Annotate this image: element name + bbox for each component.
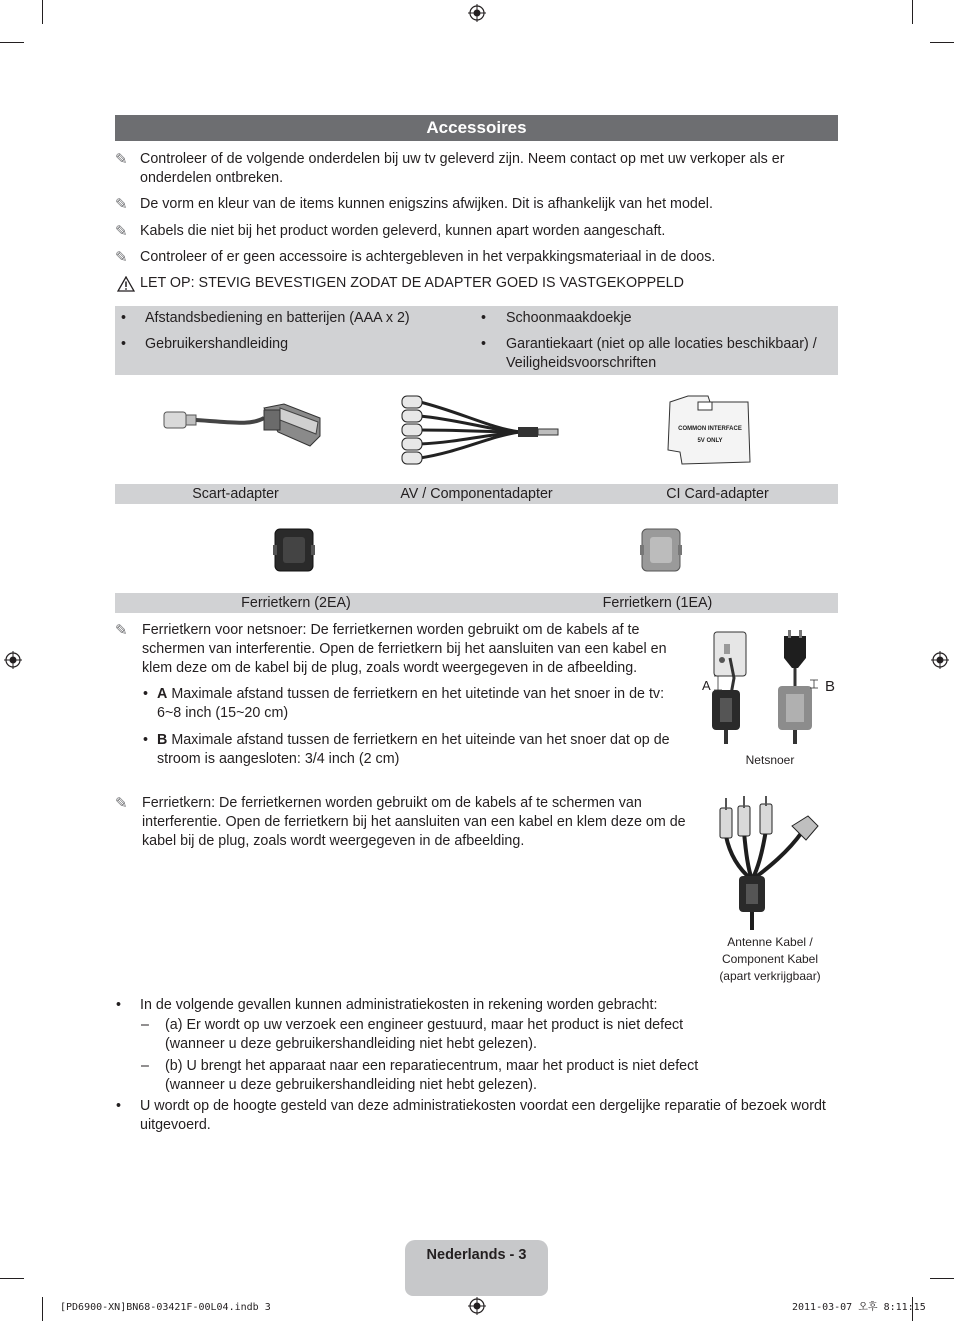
registration-mark-icon	[468, 4, 486, 22]
scart-adapter-caption: Scart-adapter	[192, 486, 279, 502]
ferrite-cable-note: ✎ Ferrietkern: De ferrietkernen worden gebruikt om de kabels af te schermen van interferentie. Open de ferrietkern bij het aansluiten van een kabel en klem deze om de kabel bij de plug, zoals wordt weergegeven in de afbeelding.	[115, 795, 686, 849]
print-slug-left: [PD6900-XN]BN68-03421F-00L04.indb 3	[60, 1302, 271, 1313]
crop-mark	[912, 0, 913, 24]
page-number-tab: Nederlands - 3	[405, 1240, 548, 1296]
adapter-caption-row	[115, 484, 838, 504]
ci-card-adapter-image	[664, 392, 756, 468]
crop-mark	[0, 42, 24, 43]
power-cord-ferrite-image	[700, 628, 840, 746]
crop-mark	[42, 0, 43, 24]
registration-mark-icon	[4, 651, 22, 669]
crop-mark	[930, 1278, 954, 1279]
pencil-note-icon: ✎	[115, 249, 128, 266]
note: ✎ Controleer of de volgende onderdelen bij uw tv geleverd zijn. Neem contact op met uw verkoper als er onderdelen ontbreken.	[115, 151, 785, 186]
ci-adapter-caption: CI Card-adapter	[666, 486, 769, 502]
av-adapter-caption: AV / Componentadapter	[400, 486, 553, 502]
pencil-note-icon: ✎	[115, 622, 128, 639]
ferrite-caption-row	[115, 593, 838, 613]
registration-mark-icon	[931, 651, 949, 669]
warning-triangle-icon	[117, 276, 135, 292]
note: ✎ De vorm en kleur van de items kunnen enigszins afwijken. Dit is afhankelijk van het model.	[115, 196, 713, 213]
ci-card-label: COMMON INTERFACE	[678, 426, 742, 432]
ferrite-1ea-caption: Ferrietkern (1EA)	[602, 595, 713, 611]
pencil-note-icon: ✎	[115, 196, 128, 213]
power-cord-caption: Netsnoer	[745, 753, 795, 767]
pencil-note-icon: ✎	[115, 151, 128, 168]
note: ✎ Kabels die niet bij het product worden geleverd, kunnen apart worden aangeschaft.	[115, 223, 666, 240]
cable-caption: Antenne Kabel / Component Kabel (apart verkrijgbaar)	[719, 935, 821, 983]
crop-mark	[0, 1278, 24, 1279]
av-component-adapter-image	[390, 392, 562, 472]
registration-mark-icon	[468, 1297, 486, 1315]
pencil-note-icon: ✎	[115, 795, 128, 812]
figure-label-b: B	[825, 678, 836, 695]
print-slug-right: 2011-03-07 오후 8:11:15	[792, 1302, 926, 1313]
pencil-note-icon: ✎	[115, 223, 128, 240]
crop-mark	[930, 42, 954, 43]
ferrite-2ea-caption: Ferrietkern (2EA)	[241, 595, 351, 611]
ferrite-core-2ea-image	[273, 527, 315, 573]
antenna-component-cable-image	[714, 796, 824, 934]
section-title: Accessoires	[115, 115, 838, 141]
figure-label-a: A	[702, 678, 711, 693]
ferrite-core-1ea-image	[640, 527, 682, 573]
note: ✎ Controleer of er geen accessoire is achtergebleven in het verpakkingsmateriaal in de doos.	[115, 249, 716, 266]
crop-mark	[42, 1297, 43, 1321]
ferrite-power-note: ✎ Ferrietkern voor netsnoer: De ferrietkernen worden gebruikt om de kabels af te schermen van interferentie. Open de ferrietkern bij het aansluiten van een kabel en klem deze om de kabel bij de plug, zoals wordt weergegeven in de afbeelding.	[115, 622, 667, 676]
scart-adapter-image	[160, 396, 326, 456]
ci-card-voltage-label: 5V ONLY	[697, 438, 723, 444]
